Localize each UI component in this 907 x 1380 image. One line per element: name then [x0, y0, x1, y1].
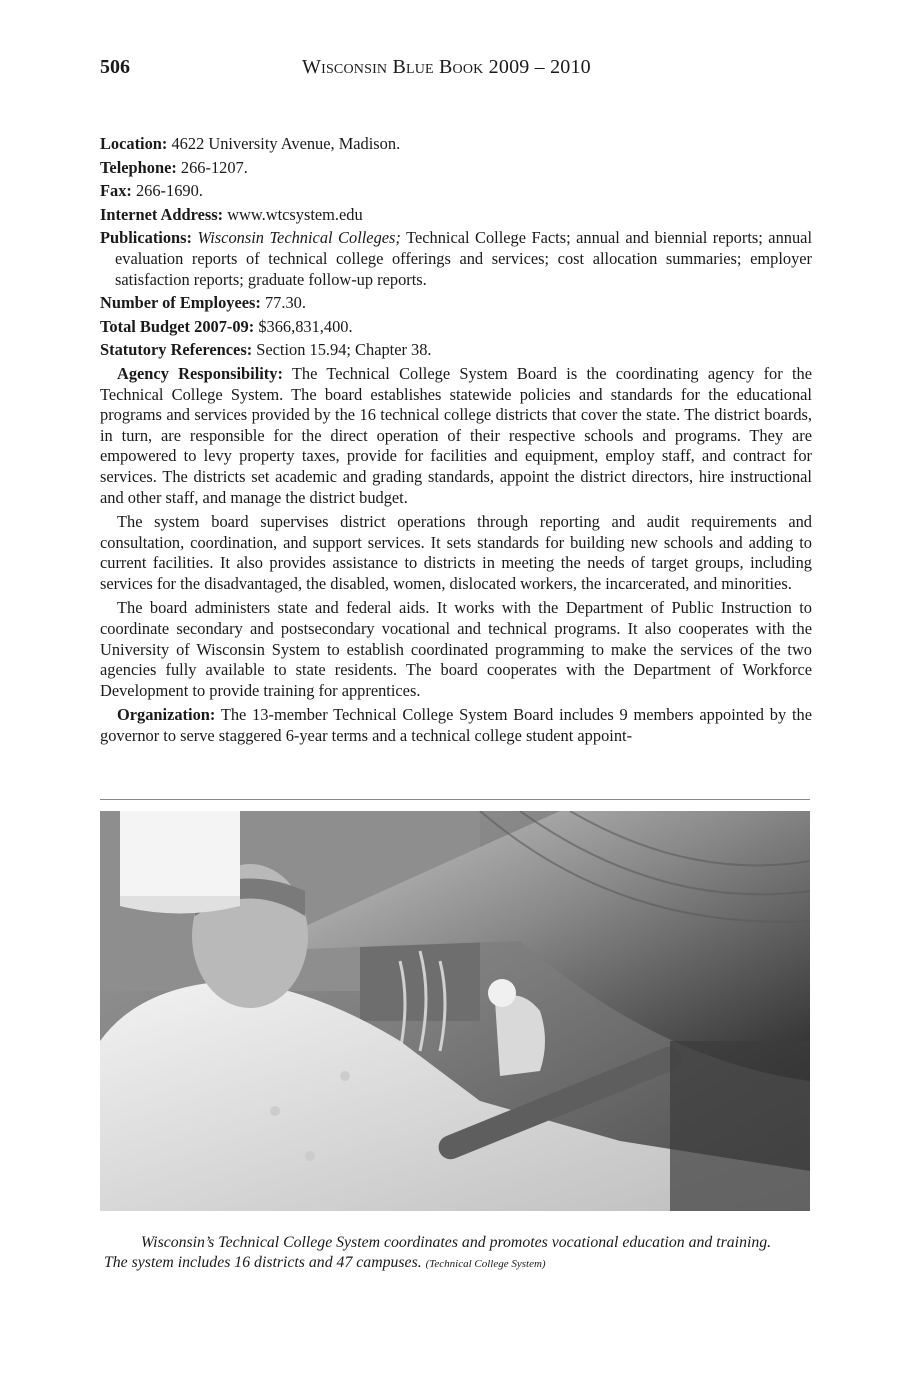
fax-value: 266-1690.	[131, 181, 203, 201]
statutory-label: Statutory References:	[100, 340, 253, 360]
publications-value: Technical College Facts; annual and biennial reports; annual evaluation reports of technical college offerings and services; cost allocation summaries; employer satisfaction reports; graduate follow-up reports.	[115, 228, 812, 289]
telephone-value: 266-1207.	[176, 157, 248, 177]
caption-line-2	[100, 1253, 812, 1274]
section-divider	[100, 799, 810, 800]
budget-field	[100, 317, 812, 338]
fax-label: Fax:	[100, 181, 132, 201]
budget-label: Total Budget 2007-09:	[100, 316, 255, 336]
responsibility-text: The Technical College System Board is the coordinating agency for the Technical College System. The board establishes statewide policies and standards for the educational programs and services provided by the 16 technical college districts that cover the state. The district boards, in turn, are responsible for the direct operation of their respective schools and programs. They are empowered to levy property taxes, provide for facilities and equipment, employ staff, and contract for services. The districts set academic and grading standards, appoint the district directors, hire instructional and other staff, and manage the district budget.	[100, 363, 813, 507]
publications-field	[100, 228, 812, 290]
employees-value: 77.30.	[260, 293, 306, 313]
statutory-field	[100, 340, 812, 361]
responsibility-paragraph	[100, 364, 812, 508]
organization-text: The 13-member Technical College System Board includes 9 members appointed by the governor to serve staggered 6-year terms and a technical college student appoint-	[100, 705, 812, 746]
employees-field	[100, 293, 812, 314]
running-title: Wisconsin Blue Book 2009 – 2010	[302, 56, 591, 78]
photo-caption	[100, 1233, 812, 1274]
fax-field	[100, 181, 812, 202]
internet-field	[100, 205, 812, 226]
publications-label: Publications:	[100, 228, 192, 248]
location-label: Location:	[100, 134, 168, 153]
telephone-field	[100, 158, 812, 179]
internet-value: www.wtcsystem.edu	[223, 204, 363, 224]
employees-label: Number of Employees:	[100, 293, 261, 313]
photo-illustration	[100, 811, 810, 1211]
publications-title: Wisconsin Technical Colleges;	[197, 228, 401, 248]
organization-label: Organization:	[117, 705, 216, 725]
aids-paragraph: The board administers state and federal aids. It works with the Department of Public Instruction to coordinate secondary and postsecondary vocational and technical programs. It also cooperates with the University of Wisconsin System to establish coordinated programming to make the services of the two agencies fully available to state residents. The board cooperates with the Department of Workforce Development to provide training for apprentices.	[100, 598, 812, 700]
caption-line-2-text: The system includes 16 districts and 47 campuses.	[104, 1254, 422, 1271]
location-field	[100, 134, 812, 155]
culinary-student-photo	[100, 811, 810, 1211]
location-value: 4622 University Avenue, Madison.	[167, 134, 401, 153]
supervision-paragraph: The system board supervises district operations through reporting and audit requirements and consultation, coordination, and support services. It sets standards for building new schools and adding to current facilities. It also provides assistance to districts in meeting the needs of target groups, including services for the disadvantaged, the disabled, women, dislocated workers, the incarcerated, and minorities.	[100, 512, 812, 593]
agency-section	[100, 134, 812, 751]
photo-credit: (Technical College System)	[425, 1258, 546, 1270]
telephone-label: Telephone:	[100, 157, 177, 177]
internet-label: Internet Address:	[100, 204, 224, 224]
statutory-value: Section 15.94; Chapter 38.	[252, 340, 432, 360]
caption-line-1: Wisconsin’s Technical College System coordinates and promotes vocational education and training.	[140, 1234, 772, 1251]
page-header	[100, 56, 812, 84]
page-number: 506	[100, 56, 130, 78]
organization-paragraph	[100, 705, 812, 746]
budget-value: $366,831,400.	[254, 316, 353, 336]
responsibility-label: Agency Responsibility:	[117, 363, 283, 383]
